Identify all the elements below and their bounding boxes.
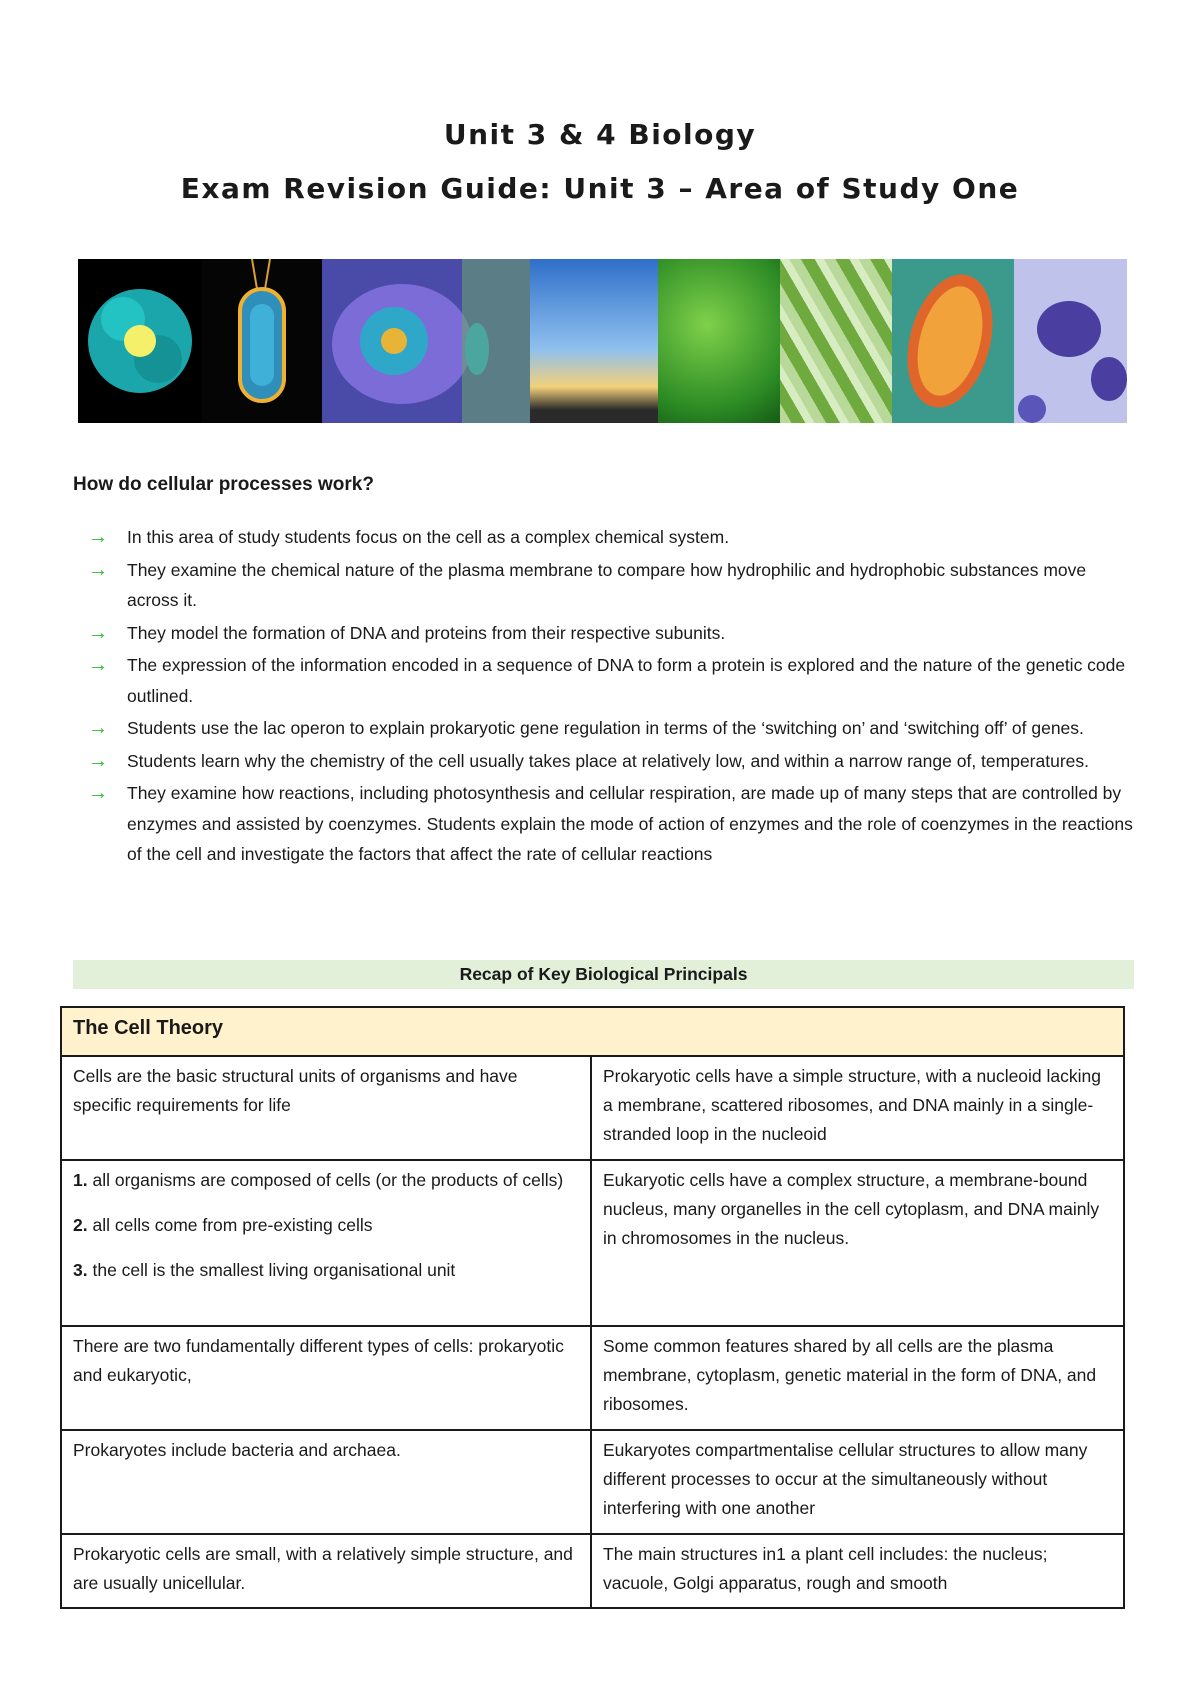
chromosome-cell-image (1014, 259, 1127, 423)
table-cell: Some common features shared by all cells are the plasma membrane, cytoplasm, genetic material in the form of DNA, and ribosomes. (591, 1326, 1124, 1430)
list-item: → They examine how reactions, including photosynthesis and cellular respiration, are made up of many steps that are controlled by enzymes and assisted by coenzymes. Students explain the mode of action of enzymes and the role of coenzymes in the reactions of the cell and investigate the factors that affect the rate of cellular reactions (88, 778, 1136, 870)
arrow-right-icon: → (88, 749, 108, 772)
chloroplast-cells-image (780, 259, 892, 423)
table-row (61, 1056, 1124, 1160)
table-cell: The main structures in1 a plant cell includes: the nucleus; vacuole, Golgi apparatus, rough and smooth (591, 1534, 1124, 1608)
arrow-right-icon: → (88, 654, 108, 676)
table-cell: Prokaryotic cells have a simple structure, with a nucleoid lacking a membrane, scattered ribosomes, and DNA mainly in a single-stranded loop in the nucleoid (591, 1056, 1124, 1160)
table-cell: Eukaryotic cells have a complex structure, a membrane-bound nucleus, many organelles in the cell cytoplasm, and DNA mainly in chromosomes in the nucleus. (591, 1160, 1124, 1326)
table-cell: Cells are the basic structural units of organisms and have specific requirements for life (61, 1056, 591, 1160)
green-leaves-image (658, 259, 780, 423)
section-question: How do cellular processes work? (73, 474, 374, 495)
arrow-right-icon: → (88, 526, 108, 548)
table-row (61, 1326, 1124, 1430)
bacterium-image (202, 259, 322, 423)
table-header-row (61, 1007, 1124, 1056)
cell-theory-point: 2. all cells come from pre-existing cells (73, 1215, 373, 1235)
table-row (61, 1160, 1124, 1326)
page-title: Unit 3 & 4 Biology (443, 118, 757, 151)
table-cell: There are two fundamentally different types of cells: prokaryotic and eukaryotic, (61, 1326, 591, 1430)
table-cell: Prokaryotes include bacteria and archaea. (61, 1430, 591, 1534)
mitochondrion-image (892, 259, 1014, 423)
table-cell: Eukaryotes compartmentalise cellular structures to allow many different processes to occur at the simultaneously without interfering with one another (591, 1430, 1124, 1534)
list-item: → They model the formation of DNA and proteins from their respective subunits. (88, 618, 1136, 649)
study-focus-list (88, 522, 1136, 872)
cell-theory-heading: The Cell Theory (61, 1007, 1124, 1056)
list-item: → Students learn why the chemistry of the cell usually takes place at relatively low, and within a narrow range of, temperatures. (88, 746, 1136, 777)
list-item: → They examine the chemical nature of the plasma membrane to compare how hydrophilic and hydrophobic substances move across it. (88, 555, 1136, 616)
cell-theory-point: 1. all organisms are composed of cells (or the products of cells) (73, 1170, 564, 1190)
image-banner (78, 259, 1129, 423)
arrow-right-icon: → (88, 717, 108, 739)
cell-illustration-image (322, 259, 530, 423)
table-cell: Prokaryotic cells are small, with a relatively simple structure, and are usually unicellular. (61, 1534, 591, 1608)
protein-molecule-image (78, 259, 202, 423)
page-subtitle: Exam Revision Guide: Unit 3 – Area of Study One (180, 172, 1020, 205)
cell-theory-point: 3. the cell is the smallest living organisational unit (73, 1260, 456, 1280)
list-item: → The expression of the information encoded in a sequence of DNA to form a protein is explored and the nature of the genetic code outlined. (88, 650, 1136, 711)
arrow-right-icon: → (88, 621, 108, 644)
table-row (61, 1430, 1124, 1534)
recap-heading: Recap of Key Biological Principals (73, 960, 1134, 989)
arrow-right-icon: → (88, 782, 108, 804)
table-row (61, 1534, 1124, 1608)
list-item: → In this area of study students focus on the cell as a complex chemical system. (88, 522, 1136, 553)
arrow-right-icon: → (88, 558, 108, 581)
list-item: → Students use the lac operon to explain prokaryotic gene regulation in terms of the ‘switching on’ and ‘switching off’ of genes. (88, 713, 1136, 744)
sunlight-sky-image (530, 259, 658, 423)
cell-theory-table (60, 1006, 1125, 1609)
table-cell (61, 1160, 591, 1326)
